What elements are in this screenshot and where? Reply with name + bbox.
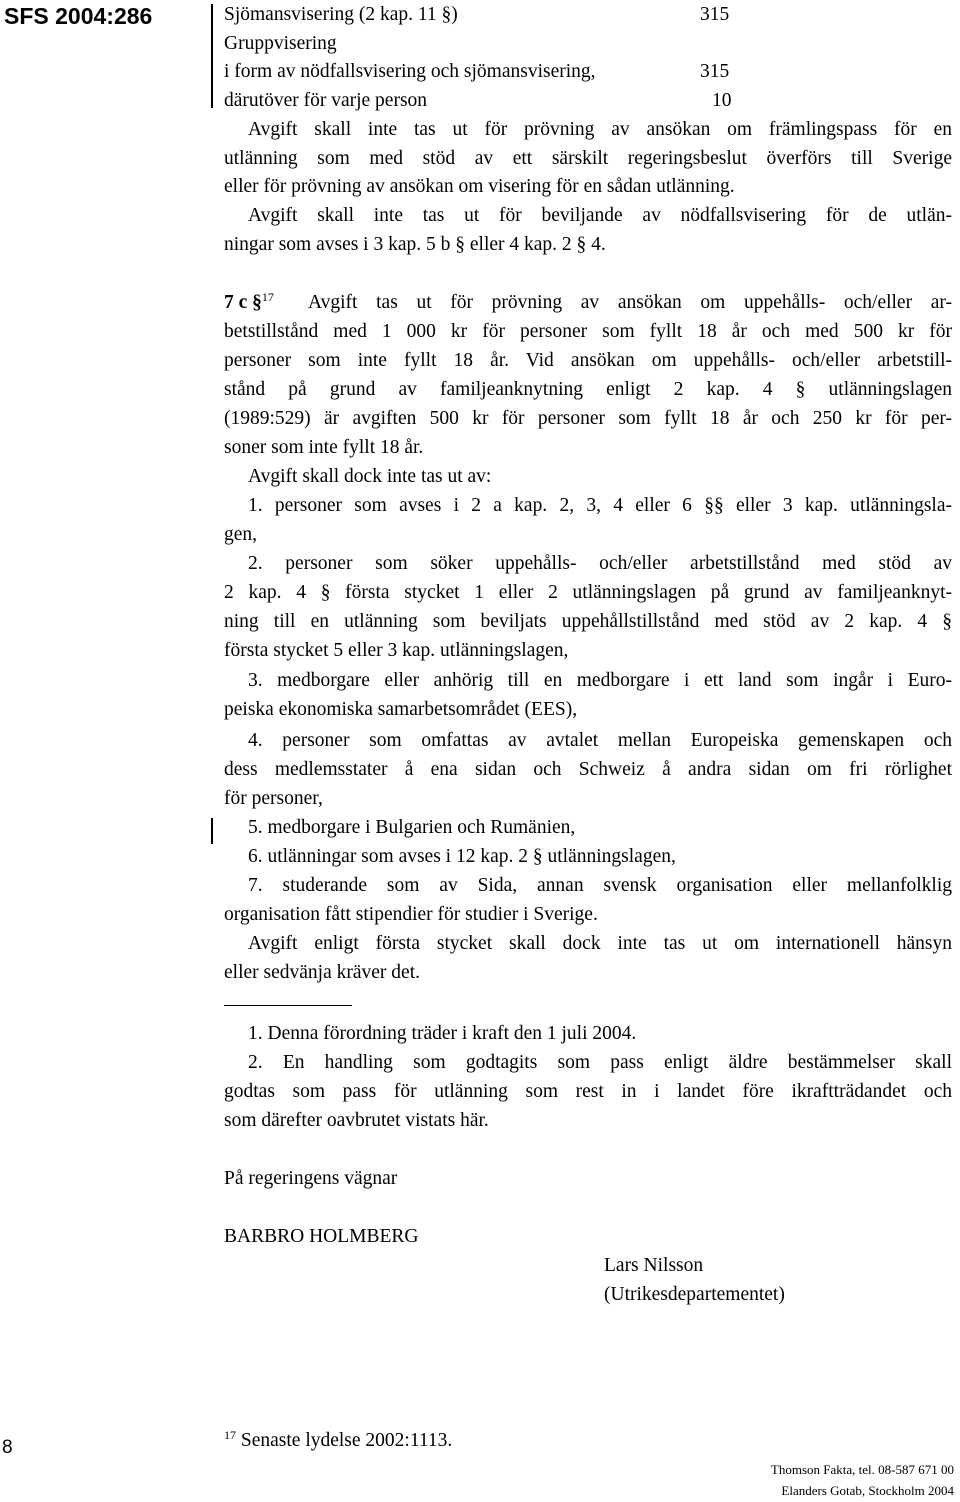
text-line: personer som inte fyllt 18 år. Vid ansökan om uppehålls- och/eller arbetstill- <box>224 350 952 371</box>
list-item: dess medlemsstater å ena sidan och Schweiz å andra sidan om fri rörlighet <box>224 759 952 780</box>
sfs-number: SFS 2004:286 <box>4 3 153 29</box>
text-line: godtas som pass för utlänning som rest in i landet före ikraftträdandet och <box>224 1081 952 1102</box>
list-item: 1. personer som avses i 2 a kap. 2, 3, 4 eller 6 §§ eller 3 kap. utlänningsla- <box>248 495 952 516</box>
imprint-publisher: Thomson Fakta, tel. 08-587 671 00 <box>770 1462 954 1477</box>
list-item: peiska ekonomiska samarbetsområdet (EES), <box>224 699 578 720</box>
list-item: organisation fått stipendier för studier i Sverige. <box>224 904 598 925</box>
list-item: första stycket 5 eller 3 kap. utlänningslagen, <box>224 640 569 661</box>
divider <box>224 1005 352 1006</box>
text-line: Avgift tas ut för prövning av ansökan om uppehålls- och/eller ar- <box>308 292 952 313</box>
list-item: gen, <box>224 524 258 545</box>
text-line: 2. En handling som godtagits som pass enligt äldre bestämmelser skall <box>248 1052 952 1073</box>
text-line: soner som inte fyllt 18 år. <box>224 437 424 458</box>
text-line: Avgift skall inte tas ut för prövning av ansökan om främlingspass för en <box>248 119 952 140</box>
fee-row-label: därutöver för varje person <box>224 90 428 111</box>
on-behalf-text: På regeringens vägnar <box>224 1168 398 1189</box>
list-item: för personer, <box>224 788 323 809</box>
footnote-text: Senaste lydelse 2002:1113. <box>240 1430 453 1451</box>
list-item: 7. studerande som av Sida, annan svensk organisation eller mellanfolklig <box>248 875 952 896</box>
text-line: eller för prövning av ansökan om visering för en sådan utlänning. <box>224 176 735 197</box>
text-line: som därefter oavbrutet vistats här. <box>224 1110 489 1131</box>
fee-row-amount: 315 <box>700 61 730 82</box>
footnote-number: 17 <box>224 1428 236 1442</box>
text-line: (1989:529) är avgiften 500 kr för personer som fyllt 18 år och 250 kr för per- <box>224 408 952 429</box>
list-item: 3. medborgare eller anhörig till en medborgare i ett land som ingår i Euro- <box>248 670 952 691</box>
revision-bar <box>211 4 213 108</box>
text-line: Avgift skall inte tas ut för beviljande av nödfallsvisering för de utlän- <box>248 205 952 226</box>
page-number: 8 <box>2 1437 13 1458</box>
fee-row-amount: 315 <box>700 4 730 25</box>
minister-name: BARBRO HOLMBERG <box>224 1226 419 1247</box>
imprint-printer: Elanders Gotab, Stockholm 2004 <box>781 1483 954 1498</box>
department-name: (Utrikesdepartementet) <box>604 1284 785 1305</box>
list-item: ning till en utlänning som beviljats uppehållstillstånd med stöd av 2 kap. 4 § <box>224 611 952 632</box>
text-line: betstillstånd med 1 000 kr för personer som fyllt 18 år och med 500 kr för <box>224 321 952 342</box>
footnote-ref: 17 <box>261 290 274 304</box>
list-item: 2 kap. 4 § första stycket 1 eller 2 utlänningslagen på grund av familjeanknyt- <box>224 582 952 603</box>
list-item: 6. utlänningar som avses i 12 kap. 2 § utlänningslagen, <box>248 846 676 867</box>
text-line: stånd på grund av familjeanknytning enligt 2 kap. 4 § utlänningslagen <box>224 379 952 400</box>
text-line: utlänning som med stöd av ett särskilt regeringsbeslut överförs till Sverige <box>224 148 952 169</box>
revision-bar <box>211 818 213 844</box>
list-item: 2. personer som söker uppehålls- och/eller arbetstillstånd med stöd av <box>248 553 952 574</box>
footnote <box>224 1426 452 1455</box>
fee-row-label: Sjömansvisering (2 kap. 11 §) <box>224 4 458 25</box>
list-item: 4. personer som omfattas av avtalet mellan Europeiska gemenskapen och <box>248 730 952 751</box>
fee-row-label: i form av nödfallsvisering och sjömansvisering, <box>224 61 596 82</box>
fee-row-amount: 10 <box>712 90 732 111</box>
text-line: ningar som avses i 3 kap. 5 b § eller 4 kap. 2 § 4. <box>224 234 606 255</box>
section-heading: 7 c § <box>224 292 262 313</box>
list-item: 5. medborgare i Bulgarien och Rumänien, <box>248 817 576 838</box>
official-name: Lars Nilsson <box>604 1255 704 1276</box>
exemptions-intro: Avgift skall dock inte tas ut av: <box>248 466 492 487</box>
text-line: Avgift enligt första stycket skall dock inte tas ut om internationell hänsyn <box>248 933 952 954</box>
text-line: eller sedvänja kräver det. <box>224 962 420 983</box>
text-line: 1. Denna förordning träder i kraft den 1 juli 2004. <box>248 1023 637 1044</box>
fee-row-label: Gruppvisering <box>224 33 337 54</box>
